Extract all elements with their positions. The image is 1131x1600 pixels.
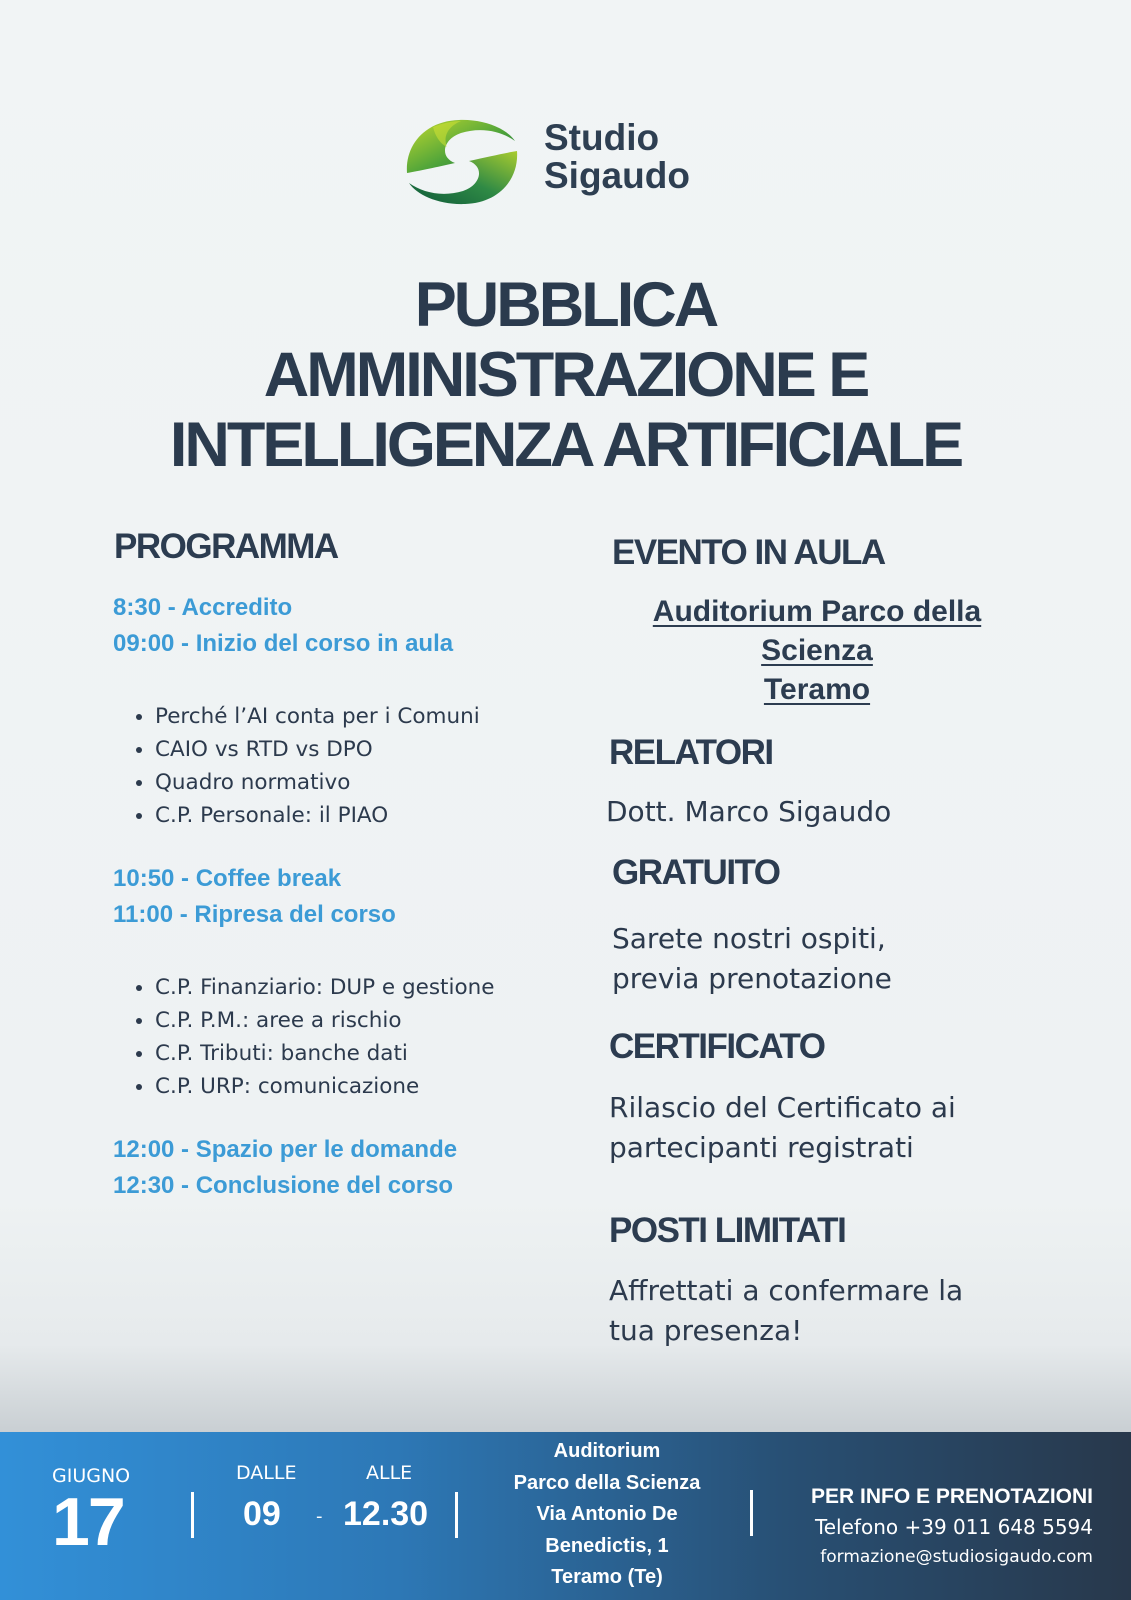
logo-word-line1: Studio <box>544 117 660 158</box>
event-day: 17 <box>52 1484 124 1560</box>
page-title <box>0 270 1131 480</box>
schedule-item: 12:00 - Spazio per le domande <box>113 1136 458 1163</box>
divider <box>750 1490 753 1536</box>
footer-bar <box>0 1432 1131 1600</box>
certificato-line-1: Rilascio del Certificato ai <box>609 1091 956 1124</box>
certificato-heading: CERTIFICATO <box>609 1027 825 1066</box>
posti-heading: POSTI LIMITATI <box>609 1211 846 1250</box>
footer-venue-line: Auditorium <box>553 1440 661 1462</box>
posti-line-2: tua presenza! <box>609 1314 803 1347</box>
footer-venue-line: Benedictis, 1 <box>545 1534 669 1557</box>
from-label: DALLE <box>236 1462 297 1484</box>
relatori-heading: RELATORI <box>609 733 773 772</box>
gratuito-heading: GRATUITO <box>612 853 780 892</box>
venue-line-1: Auditorium Parco della <box>652 595 982 628</box>
footer-venue <box>496 1436 718 1594</box>
gratuito-text <box>612 919 892 999</box>
email-address[interactable]: formazione@studiosigaudo.com <box>820 1547 1093 1567</box>
venue-line-2: Scienza <box>761 634 873 667</box>
topics-list-2 <box>113 971 494 1103</box>
title-line-3: INTELLIGENZA ARTIFICIALE <box>169 410 962 480</box>
schedule-item: 12:30 - Conclusione del corso <box>113 1172 454 1199</box>
footer-venue-line: Teramo (Te) <box>551 1566 663 1588</box>
list-item: • C.P. Finanziario: DUP e gestione <box>155 971 494 1004</box>
list-item: • C.P. Personale: il PIAO <box>155 799 480 832</box>
logo-wordmark <box>544 119 690 195</box>
logo-mark-icon <box>403 117 521 207</box>
to-time: 12.30 <box>343 1495 429 1533</box>
to-label: ALLE <box>366 1462 413 1484</box>
list-item: • Perché l’AI conta per i Comuni <box>155 700 480 733</box>
info-title: PER INFO E PRENOTAZIONI <box>811 1485 1093 1508</box>
programma-heading: PROGRAMMA <box>114 527 338 566</box>
evento-heading: EVENTO IN AULA <box>612 533 885 572</box>
list-item: • C.P. Tributi: banche dati <box>155 1037 494 1070</box>
footer-venue-line: Via Antonio De <box>536 1503 678 1525</box>
certificato-line-2: partecipanti registrati <box>609 1131 914 1164</box>
certificato-text <box>609 1088 956 1168</box>
speaker-name: Dott. Marco Sigaudo <box>606 795 892 828</box>
schedule-item: 11:00 - Ripresa del corso <box>113 901 396 928</box>
programma-block-3 <box>113 1132 457 1204</box>
programma-block-1 <box>113 590 453 662</box>
schedule-item: 10:50 - Coffee break <box>113 865 342 892</box>
list-item: • C.P. P.M.: aree a rischio <box>155 1004 494 1037</box>
title-line-1: PUBBLICA <box>414 270 717 340</box>
title-line-2: AMMINISTRAZIONE E <box>263 340 868 410</box>
phone-number[interactable]: Telefono +39 011 648 5594 <box>814 1515 1093 1539</box>
event-month: GIUGNO <box>52 1465 131 1487</box>
divider <box>455 1492 458 1538</box>
schedule-item: 09:00 - Inizio del corso in aula <box>113 630 454 657</box>
gratuito-line-1: Sarete nostri ospiti, <box>612 922 886 955</box>
list-item: • Quadro normativo <box>155 766 480 799</box>
footer-venue-line: Parco della Scienza <box>513 1471 701 1494</box>
event-venue <box>594 592 1040 709</box>
schedule-item: 8:30 - Accredito <box>113 594 293 621</box>
topics-list-1 <box>113 700 480 832</box>
contact-info <box>760 1482 1093 1571</box>
divider <box>191 1492 194 1538</box>
posti-line-1: Affrettati a confermare la <box>609 1274 964 1307</box>
posti-text <box>609 1271 963 1351</box>
venue-line-3: Teramo <box>763 673 871 706</box>
list-item: • CAIO vs RTD vs DPO <box>155 733 480 766</box>
studio-sigaudo-logo <box>403 117 733 207</box>
programma-block-2 <box>113 861 396 933</box>
time-dash: - <box>316 1506 323 1527</box>
logo-word-line2: Sigaudo <box>544 155 690 196</box>
list-item: • C.P. URP: comunicazione <box>155 1070 494 1103</box>
from-time: 09 <box>243 1495 281 1533</box>
gratuito-line-2: previa prenotazione <box>612 962 892 995</box>
